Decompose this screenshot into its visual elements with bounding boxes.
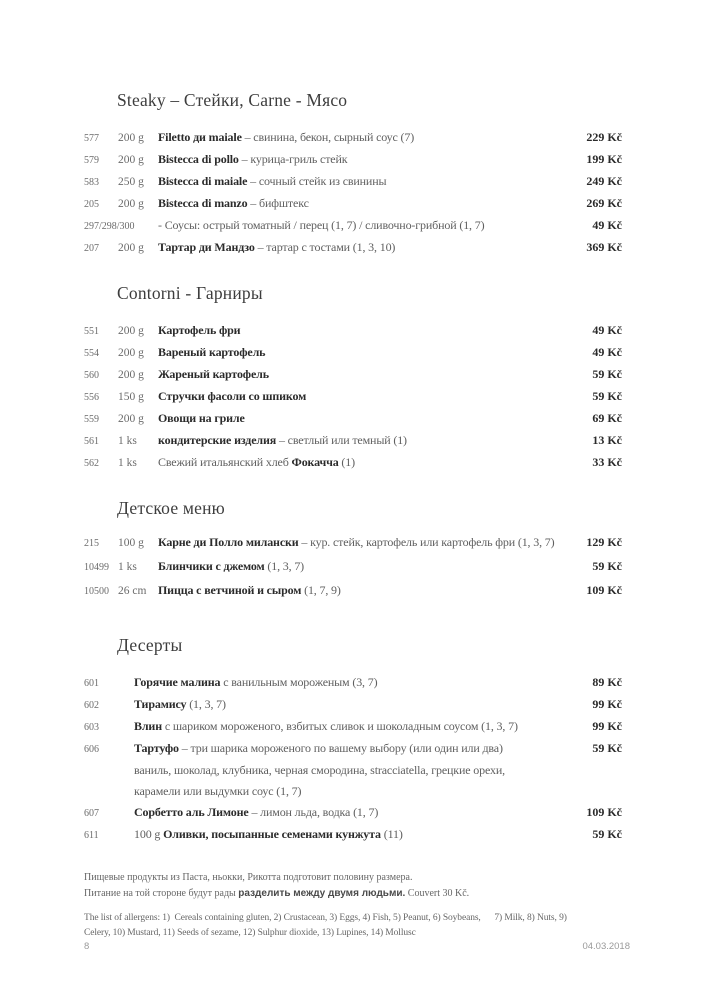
menu-item [84, 738, 622, 760]
item-price: 49 Kč [592, 345, 622, 359]
item-text [158, 408, 588, 429]
item-price: 69 Kč [592, 411, 622, 425]
item-text [134, 802, 582, 823]
item-text [158, 127, 582, 148]
item-pre-text: Свежий итальянский хлеб [158, 455, 292, 469]
item-price: 99 Kč [592, 697, 622, 711]
item-name: Bistecca di pollo [158, 152, 239, 166]
item-desc: – тартар с тостами (1, 3, 10) [254, 240, 396, 254]
menu-item [84, 531, 622, 555]
item-desc: – кур. стейк, картофель или картофель фри (1, 3, 7) [298, 535, 555, 549]
item-text [134, 738, 588, 759]
item-desc: (1, 3, 7) [186, 697, 226, 711]
item-price: 369 Kč [586, 240, 622, 254]
item-weight: 150 g [118, 391, 144, 403]
item-text [158, 171, 582, 192]
allergen-list [84, 911, 622, 940]
item-text [158, 386, 588, 407]
item-desc: с ванильным мороженым (3, 7) [220, 675, 378, 689]
item-id: 577 [84, 133, 99, 144]
item-weight: 200 g [118, 242, 144, 254]
item-name: Тартуфо [134, 741, 179, 755]
item-name: Влин [134, 719, 162, 733]
item-weight: 250 g [118, 176, 144, 188]
item-name: Сорбетто аль Лимоне [134, 805, 249, 819]
item-text [158, 149, 582, 170]
section-title: Contorni - Гарниры [117, 283, 263, 303]
item-price: 99 Kč [592, 719, 622, 733]
menu-item [84, 342, 622, 364]
item-weight: 200 g [118, 132, 144, 144]
menu-content [84, 0, 622, 940]
item-text [158, 215, 588, 236]
item-text [158, 579, 582, 601]
item-id: 559 [84, 414, 99, 425]
item-id: 560 [84, 370, 99, 381]
item-text [134, 760, 622, 781]
item-text [158, 237, 582, 258]
item-name: Bistecca di maiale [158, 174, 248, 188]
footnote-couvert [84, 886, 622, 902]
item-name: Bistecca di manzo [158, 196, 248, 210]
menu-item-continuation [84, 781, 622, 802]
footnote-couvert-post: Couvert 30 Kč. [405, 888, 470, 899]
item-price: 59 Kč [592, 389, 622, 403]
menu-item [84, 579, 622, 603]
item-price: 269 Kč [586, 196, 622, 210]
item-id: 579 [84, 155, 99, 166]
item-id: 611 [84, 830, 99, 841]
item-name: Тирамису [134, 697, 187, 711]
item-weight: 200 g [118, 154, 144, 166]
item-name: Тартар ди Мандзо [158, 240, 255, 254]
section-rows [84, 320, 622, 474]
item-text [158, 364, 588, 385]
item-name: Блинчики с джемом [158, 559, 265, 573]
menu-item-sauces [84, 215, 622, 237]
item-name: Пицца с ветчиной и сыром [158, 583, 302, 597]
section-rows [84, 531, 622, 603]
item-id: 551 [84, 326, 99, 337]
item-id: 215 [84, 538, 99, 549]
item-price: 13 Kč [592, 433, 622, 447]
item-desc: – три шарика мороженого по вашему выбору (или один или два) [178, 741, 503, 755]
item-id: 601 [84, 678, 99, 689]
item-text [134, 672, 588, 693]
item-desc: - Соусы: острый томатный / перец (1, 7) / сливочно-грибной (1, 7) [158, 218, 485, 232]
item-id: 10500 [84, 586, 109, 597]
item-id: 297/298/300 [84, 221, 135, 232]
section-title: Steaky – Стейки, Carne - Мясо [117, 90, 348, 110]
item-price: 59 Kč [592, 367, 622, 381]
item-price: 109 Kč [586, 583, 622, 597]
item-id: 583 [84, 177, 99, 188]
item-desc: (1) [338, 455, 355, 469]
item-desc: – свинина, бекон, сырный соус (7) [241, 130, 415, 144]
item-id: 561 [84, 436, 99, 447]
menu-item [84, 408, 622, 430]
item-desc: – светлый или темный (1) [276, 433, 407, 447]
item-pre-text: 100 g [134, 827, 164, 841]
item-weight: 100 g [118, 537, 144, 549]
item-text [134, 694, 588, 715]
item-weight: 1 ks [118, 435, 137, 447]
menu-item [84, 672, 622, 694]
page-date: 04.03.2018 [582, 941, 630, 952]
item-text [158, 320, 588, 341]
item-id: 10499 [84, 562, 109, 573]
item-desc: – бифштекс [247, 196, 309, 210]
item-weight: 26 cm [118, 585, 147, 597]
menu-item [84, 193, 622, 215]
section-kids [84, 496, 622, 603]
footnotes [84, 870, 622, 902]
item-desc: с шариком мороженого, взбитых сливок и шоколадным соусом (1, 3, 7) [161, 719, 518, 733]
footnote-couvert-bold: разделить между двумя людьми. [238, 888, 406, 899]
section-title: Десерты [117, 635, 183, 655]
item-id: 205 [84, 199, 99, 210]
item-id: 607 [84, 808, 99, 819]
item-price: 59 Kč [592, 741, 622, 755]
item-name: кондитерские изделия [158, 433, 277, 447]
item-id: 606 [84, 744, 99, 755]
item-price: 33 Kč [592, 455, 622, 469]
item-text [134, 824, 588, 845]
menu-item [84, 430, 622, 452]
item-name: Вареный картофель [158, 345, 266, 359]
section-desserts [84, 633, 622, 846]
menu-item [84, 824, 622, 846]
item-name: Карне ди Полло милански [158, 535, 299, 549]
section-contorni [84, 281, 622, 474]
item-text [158, 193, 582, 214]
item-id: 562 [84, 458, 99, 469]
item-name: Фокачча [291, 455, 339, 469]
item-text [158, 452, 588, 473]
item-desc: (1, 3, 7) [264, 559, 305, 573]
menu-item [84, 171, 622, 193]
menu-item [84, 237, 622, 259]
allergen-line-2: Celery, 10) Mustard, 11) Seeds of sezame, 12) Sulphur dioxide, 13) Lupines, 14) Mollusc [84, 927, 416, 938]
footnote-portion: Пищевые продукты из Паста, ньокки, Рикотта подготовит половину размера. [84, 872, 413, 883]
item-price: 59 Kč [592, 559, 622, 573]
item-name: Оливки, посыпанные семенами кунжута [163, 827, 381, 841]
item-weight: 200 g [118, 413, 144, 425]
item-weight: 200 g [118, 325, 144, 337]
item-text [158, 430, 588, 451]
item-desc: ваниль, шоколад, клубника, черная смородина, stracciatella, грецкие орехи, [134, 763, 505, 777]
item-id: 603 [84, 722, 99, 733]
item-weight: 200 g [118, 198, 144, 210]
menu-item [84, 555, 622, 579]
item-desc: (1, 7, 9) [301, 583, 341, 597]
page-footer [84, 941, 630, 952]
item-weight: 200 g [118, 347, 144, 359]
menu-item [84, 320, 622, 342]
item-id: 554 [84, 348, 99, 359]
item-weight: 1 ks [118, 561, 137, 573]
item-price: 199 Kč [586, 152, 622, 166]
menu-item [84, 386, 622, 408]
item-price: 129 Kč [586, 535, 622, 549]
section-title: Детское меню [117, 498, 225, 518]
item-price: 49 Kč [592, 323, 622, 337]
item-price: 109 Kč [586, 805, 622, 819]
item-name: Горячие малина [134, 675, 221, 689]
item-price: 89 Kč [592, 675, 622, 689]
item-name: Стручки фасоли со шпиком [158, 389, 307, 403]
section-steaky [84, 88, 622, 259]
item-desc: – сочный стейк из свинины [247, 174, 387, 188]
item-text [158, 342, 588, 363]
item-id: 207 [84, 243, 99, 254]
item-text [134, 781, 622, 802]
item-desc: – курица-гриль стейк [238, 152, 348, 166]
item-price: 59 Kč [592, 827, 622, 841]
item-text [158, 555, 588, 577]
menu-item [84, 694, 622, 716]
item-name: Filetto ди maiale [158, 130, 242, 144]
allergen-line-1: The list of allergens: 1) Cereals containing gluten, 2) Crustacean, 3) Eggs, 4) Fish, 5) Peanut, 6) Soybeans, 7) Milk, 8) Nuts, 9) [84, 913, 567, 923]
menu-item [84, 802, 622, 824]
item-price: 49 Kč [592, 218, 622, 232]
page-number: 8 [84, 941, 90, 952]
section-rows [84, 127, 622, 259]
item-name: Картофель фри [158, 323, 241, 337]
item-desc: (11) [380, 827, 403, 841]
menu-item-continuation [84, 760, 622, 781]
item-price: 229 Kč [586, 130, 622, 144]
item-name: Овощи на гриле [158, 411, 245, 425]
item-desc: – лимон льда, водка (1, 7) [248, 805, 379, 819]
item-price: 249 Kč [586, 174, 622, 188]
menu-item [84, 716, 622, 738]
item-text [134, 716, 588, 737]
item-weight: 1 ks [118, 457, 137, 469]
menu-item [84, 127, 622, 149]
menu-item [84, 452, 622, 474]
item-weight: 200 g [118, 369, 144, 381]
item-text [158, 531, 582, 553]
section-rows [84, 672, 622, 846]
menu-item [84, 149, 622, 171]
item-id: 556 [84, 392, 99, 403]
menu-item [84, 364, 622, 386]
item-desc: карамели или выдумки соус (1, 7) [134, 784, 302, 798]
footnote-couvert-pre: Питание на той стороне будут рады [84, 888, 239, 899]
item-name: Жареный картофель [158, 367, 269, 381]
item-id: 602 [84, 700, 99, 711]
